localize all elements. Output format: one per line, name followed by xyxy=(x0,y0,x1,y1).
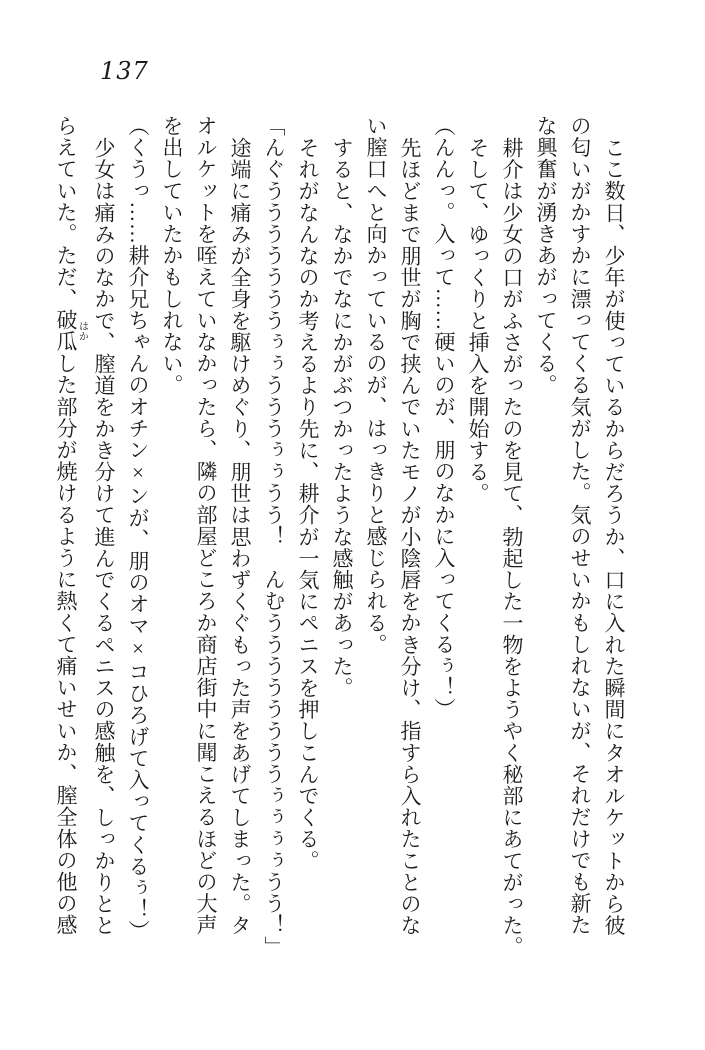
page-text xyxy=(49,115,631,1000)
text-line: 「んぐうううううううぅぅうううぅぅうう！ んむううううううううぅぅぅぅうう！」 xyxy=(262,115,286,958)
text-line: （んんっ。入って……硬いのが、朋のなかに入ってくるぅ！） xyxy=(432,115,456,720)
text-line: それがなんなのか考えるより先に、耕介が一気にペニスを押しこんでくる。 xyxy=(296,137,320,872)
paragraph xyxy=(495,115,529,1000)
text-line: 途端に痛みが全身を駆けめぐり、朋世は思わずくぐもった声をあげてしまった。タ xyxy=(228,137,252,937)
text-line: を出していたかもしれない。 xyxy=(160,115,184,396)
text-line: そして、ゆっくりと挿入を開始する。 xyxy=(466,137,490,505)
paragraph xyxy=(461,115,495,1000)
text-line: らえていた。ただ、破瓜はかした部分が焼けるように熱くて痛いせいか、膣全体の他の感 xyxy=(54,115,88,936)
text-line: （くうっ……耕介兄ちゃんのオチン×ンが、朋のオマ×コひろげて入ってくるぅ！） xyxy=(126,115,150,942)
paragraph xyxy=(529,115,631,1000)
paragraph xyxy=(257,115,291,1000)
paragraph xyxy=(49,115,121,1000)
paragraph xyxy=(427,115,461,1000)
text-line: 先ほどまで朋世が胸で挟んでいたモノが小陰唇をかき分け、指すら入れたことのな xyxy=(398,137,422,937)
text-line: ここ数日、少年が使っているからだろうか、口に入れた瞬間にタオルケットから彼 xyxy=(602,137,626,937)
paragraph xyxy=(121,115,155,1000)
text-line: 少女は痛みのなかで、膣道をかき分けて進んでくるペニスの感触を、しっかりとと xyxy=(92,137,116,937)
text-line: すると、なかでなにかがぶつかったような感触があった。 xyxy=(330,137,354,699)
paragraph xyxy=(155,115,257,1000)
paragraph xyxy=(359,115,427,1000)
page-number: 137 xyxy=(100,57,149,85)
paragraph xyxy=(291,115,325,1000)
text-line: な興奮が湧きあがってくる。 xyxy=(534,115,558,396)
text-line: の匂いがかすかに漂ってくる気がした。気のせいかもしれないが、それだけでも新た xyxy=(568,115,592,936)
text-line: 耕介は少女の口がふさがったのを見て、勃起した一物をようやく秘部にあてがった。 xyxy=(500,137,524,958)
text-line: い膣口へと向かっているのが、はっきりと感じられる。 xyxy=(364,115,388,655)
ruby-annotation: 破瓜はか xyxy=(54,309,88,353)
text-line: オルケットを咥えていなかったら、隣の部屋どころか商店街中に聞こえるほどの大声 xyxy=(194,115,218,936)
paragraph xyxy=(325,115,359,1000)
